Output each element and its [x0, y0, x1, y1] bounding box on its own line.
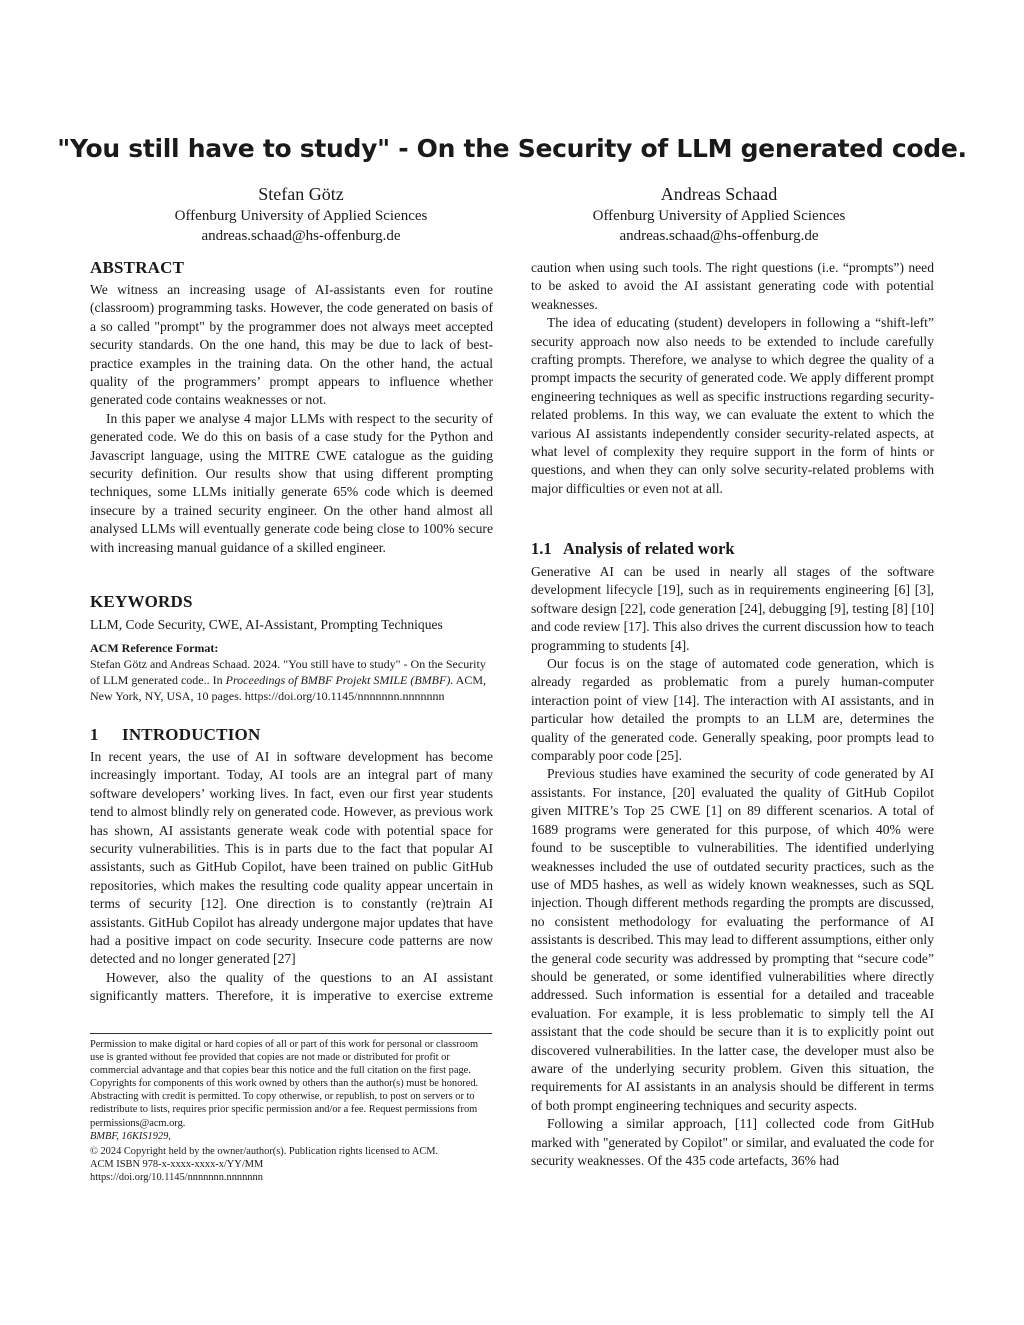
section-number: 1.1: [531, 539, 552, 558]
author-name: Stefan Götz: [258, 184, 344, 204]
doi-link[interactable]: https://doi.org/10.1145/nnnnnnn.nnnnnnn: [90, 1171, 263, 1183]
isbn: ACM ISBN 978-x-xxxx-xxxx-x/YY/MM: [90, 1158, 264, 1170]
acm-reference-doi: ACM, New York, NY, USA, 10 pages. https://doi.org/10.1145/nnnnnnn.nnnnnnn: [90, 673, 487, 704]
related-work-paragraph: Our focus is on the stage of automated code generation, which is already regarded as problematic from a purely human-computer interaction point of view [14]. The interaction with AI assistants, and in particular how detailed the prompts to an LLM are, determines the quality of the generated code. Generally speaking, poor prompts lead to comparably poor code [25].: [531, 656, 934, 764]
introduction-continued: [531, 259, 934, 498]
section-title: INTRODUCTION: [122, 725, 261, 744]
keywords-heading: KEYWORDS: [90, 592, 193, 611]
section-title: Analysis of related work: [563, 539, 735, 558]
introduction-paragraph-tail: caution when using such tools. The right questions (i.e. “prompts”) need to be asked to avoid the AI assistant generating code with potential weaknesses.: [531, 260, 934, 312]
introduction-paragraph: The idea of educating (student) developers in following a “shift-left” security approach now also needs to be extended to include carefully crafting prompts. Therefore, we analyse to which degree the quality of a prompt impacts the security of generated code. We apply different prompt engineering techniques as well as specific instructions regarding security-related problems. In this way, we can evaluate the extent to which the various AI assistants independently consider security-related aspects, at what level of complexity they require support in the form of hints or questions, and when they can only solve security-related problems with major difficulties or even not at all.: [531, 315, 934, 496]
related-work-section: [531, 538, 934, 1170]
keywords-section: [90, 591, 493, 704]
introduction-heading: [90, 724, 493, 746]
author-affiliation: Offenburg University of Applied Sciences: [592, 208, 846, 224]
abstract-heading: ABSTRACT: [90, 258, 185, 277]
author-email: andreas.schaad@hs-offenburg.de: [619, 228, 819, 244]
permission-notice: Permission to make digital or hard copies of all or part of this work for personal or classroom use is granted without fee provided that copies are not made or distributed for profit or commercial advantage and that copies bear this notice and the full citation on the first page. Copyrights for components of this work owned by others than the author(s) must be honored. Abstracting with credit is permitted. To copy otherwise, or republish, to post on servers or to redistribute to lists, requires prior specific permission and/or a fee. Request permissions from permissions@acm.org.: [90, 1039, 479, 1129]
related-work-paragraph: Following a similar approach, [11] collected code from GitHub marked with "generated by Copilot" or similar, and evaluated the code for security weaknesses. Of the 435 code artefacts, 36% had: [531, 1116, 934, 1168]
related-work-paragraph: Generative AI can be used in nearly all stages of the software development lifecycle [19], such as in requirements engineering [6] [3], software design [22], code generation [24], debugging [9], testing [8] [10] and code review [17]. This also drives the current discussion how to teach programming to students [4].: [531, 564, 934, 653]
abstract-section: [90, 257, 493, 557]
author-name: Andreas Schaad: [660, 184, 778, 204]
acm-reference-authors: Stefan Götz and Andreas Schaad. 2024. "You still have to study" - On the Security of LLM generated code.. In: [90, 657, 486, 688]
paper-title: "You still have to study" - On the Security of LLM generated code.: [57, 134, 967, 163]
introduction-paragraph-text: However, also the quality of the questions to an AI assistant significantly matters. Therefore, it is imperative to exercise extreme: [90, 969, 493, 1004]
author-email: andreas.schaad@hs-offenburg.de: [201, 228, 401, 244]
abstract-paragraph: In this paper we analyse 4 major LLMs with respect to the security of generated code. We do this on basis of a case study for the Python and Javascript language, using the MITRE CWE catalogue as the guiding security definition. Our results show that using different prompting techniques, some LLMs initially generate 65% code which is deemed insecure by a trained security engineer. On the other hand almost all analysed LLMs will eventually generate code being close to 100% secure with increasing manual guidance of a skilled engineer.: [90, 410, 493, 555]
introduction-paragraph: In recent years, the use of AI in software development has become increasingly important. Today, AI tools are an integral part of many software developers’ working lives. In fact, even our first year students tend to almost blindly rely on generated code. However, as previous work has shown, AI assistants generate weak code with potential space for security vulnerabilities. This is in parts due to the fact that popular AI assistants, such as GitHub Copilot, have been trained on public GitHub repositories, which makes the resulting code quality appear uncertain in terms of security [12]. One direction is to constantly (re)train AI assistants. GitHub Copilot has already undergone major updates that have had a positive impact on code security. Insecure code patterns are now detected and no longer generated [27]: [90, 749, 493, 967]
related-work-heading: [531, 538, 934, 560]
abstract-paragraph: We witness an increasing usage of AI-assistants even for routine (classroom) programming tasks. However, the code generated on basis of a so called "prompt" by the programmer does not always meet accepted security standards. On the one hand, this may be due to lack of best-practice examples in the training data. On the other hand, the actual quality of the programmers’ prompt appears to influence whether generated code contains weaknesses or not.: [90, 282, 493, 408]
footnote-divider: [90, 1033, 492, 1034]
author-block-2: [509, 182, 929, 246]
related-work-paragraph: Previous studies have examined the security of code generated by AI assistants. For instance, [20] evaluated the quality of GitHub Copilot given MITRE’s Top 25 CWE [1] on 89 different scenarios. A total of 1689 programs were generated for this purpose, of which 40% were found to be susceptible to vulnerabilities. The identified underlying weaknesses included the use of outdated security practices, such as the use of MD5 hashes, as well as widely known weaknesses, such as SQL injection. Though different methods regarding the prompts are discussed, no consistent methodology for evaluating the performance of AI assistants is described. This may lead to different assumptions, either only the general code security was addressed by prompting that “secure code” should be generated, or some identified vulnerabilities where directly addressed. Such information is essential for a detailed and traceable evaluation. For example, it is less problematic to simply tell the AI assistant that the code should be secure than it is to explicitly point out discovered vulnerabilities. In the latter case, the developer must also be aware of the underlying security problem. Given this situation, the requirements for AI assistants in an analysis should be different in terms of both prompt engineering techniques and security aspects.: [531, 766, 934, 1113]
section-number: 1: [90, 725, 99, 744]
author-affiliation: Offenburg University of Applied Sciences: [174, 208, 428, 224]
copyright-notice: © 2024 Copyright held by the owner/author(s). Publication rights licensed to ACM.: [90, 1145, 439, 1157]
introduction-section: [90, 724, 493, 1024]
acm-reference-heading: ACM Reference Format:: [90, 641, 219, 656]
footnote: [90, 1038, 493, 1184]
conference-info: BMBF, 16KIS1929,: [90, 1130, 171, 1142]
author-block-1: [91, 182, 511, 246]
introduction-paragraph-continued: [90, 969, 493, 1006]
acm-reference-venue: Proceedings of BMBF Projekt SMILE (BMBF).: [225, 673, 454, 688]
keywords-text: LLM, Code Security, CWE, AI-Assistant, Prompting Techniques: [90, 617, 443, 632]
acm-reference-text: [90, 656, 493, 704]
